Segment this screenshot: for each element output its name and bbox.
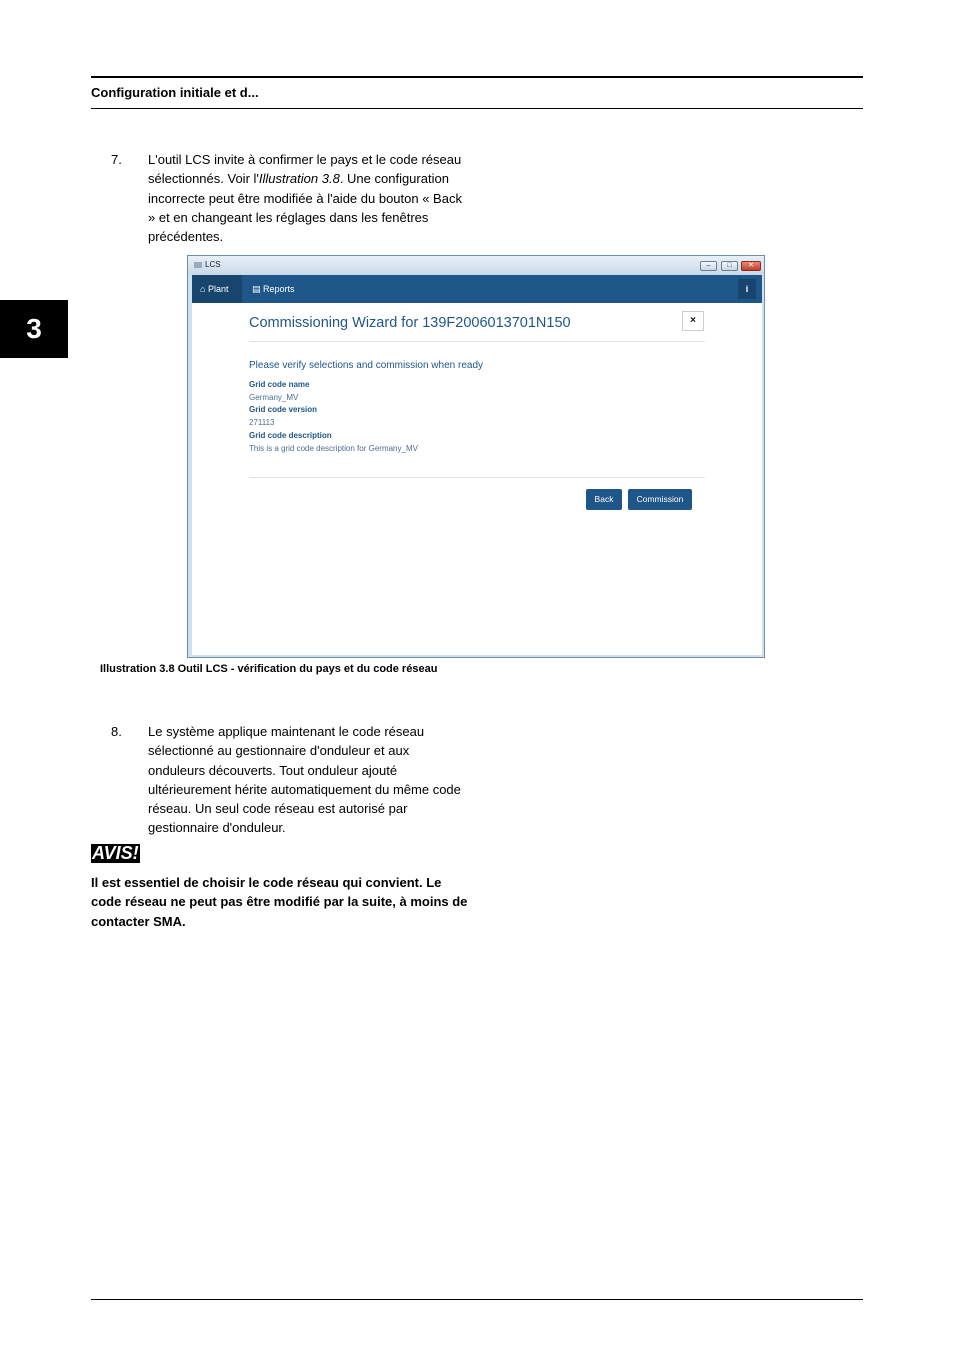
illustration-caption: Illustration 3.8 Outil LCS - vérification du pays et du code réseau (100, 663, 438, 675)
step-7 (111, 150, 471, 250)
header-top-rule (91, 76, 863, 78)
commission-button[interactable]: Commission (628, 489, 692, 510)
info-button[interactable]: i (738, 279, 756, 299)
step-text (148, 150, 468, 246)
verify-message: Please verify selections and commission when ready (249, 360, 483, 371)
window-titlebar (188, 256, 764, 275)
document-icon: ▤ (252, 284, 261, 294)
grid-code-name-value: Germany_MV (249, 393, 299, 402)
nav-tab-plant[interactable] (192, 275, 242, 303)
back-button[interactable]: Back (586, 489, 622, 510)
nav-tab-label: Plant (207, 284, 229, 294)
step-text-part: . Une configuration incorrecte peut être modifiée à l'aide du bouton « Back » et en changeant les réglages dans les fenêtres précédentes. (148, 171, 462, 245)
header-title: Configuration initiale et d... (91, 85, 259, 100)
grid-code-version-value: 271113 (249, 418, 275, 427)
step-8 (111, 722, 471, 842)
grid-code-version-label: Grid code version (249, 405, 318, 414)
step-number: 8. (111, 724, 122, 739)
footer-rule (91, 1299, 863, 1300)
home-icon: ⌂ (200, 284, 206, 294)
notice-text: Il est essentiel de choisir le code réseau qui convient. Le code réseau ne peut pas être modifié par la suite, à moins de contacter SMA. (91, 875, 468, 929)
step-text-part: L'outil LCS invite à confirmer le pays et le code réseau sélectionnés. Voir l' (148, 152, 462, 187)
window-title (194, 260, 221, 269)
wizard-panel (192, 303, 762, 655)
grid-code-name-label: Grid code name (249, 380, 310, 389)
navbar (192, 275, 762, 303)
notice-label: AVIS! (92, 843, 139, 863)
grid-code-description-value: This is a grid code description for Germany_MV (249, 444, 418, 453)
wizard-title: Commissioning Wizard for 139F2006013701N150 (249, 315, 571, 331)
nav-tab-label: Reports (263, 284, 295, 294)
wizard-divider-bottom (249, 477, 705, 478)
minimize-button[interactable]: – (700, 261, 717, 271)
wizard-close-button[interactable]: × (682, 311, 704, 331)
illustration-ref[interactable]: Illustration 3.8 (258, 171, 340, 187)
maximize-button[interactable]: □ (721, 261, 738, 271)
app-icon (194, 262, 202, 268)
header-bottom-rule (91, 108, 863, 109)
grid-code-description-label: Grid code description (249, 431, 332, 440)
window-title-text: LCS (205, 260, 221, 269)
close-window-button[interactable]: ✕ (741, 261, 761, 271)
lcs-window (187, 255, 765, 658)
step-number: 7. (111, 152, 122, 167)
nav-tab-reports[interactable] (244, 275, 303, 303)
chapter-tab: 3 (0, 300, 68, 358)
step-text: Le système applique maintenant le code réseau sélectionné au gestionnaire d'onduleur et aux onduleurs découverts. Tout onduleur ajouté ultérieurement hérite automatiquement du même code réseau. Un seul code réseau est autorisé par gestionnaire d'onduleur. (148, 724, 461, 836)
wizard-divider-top (249, 341, 705, 342)
